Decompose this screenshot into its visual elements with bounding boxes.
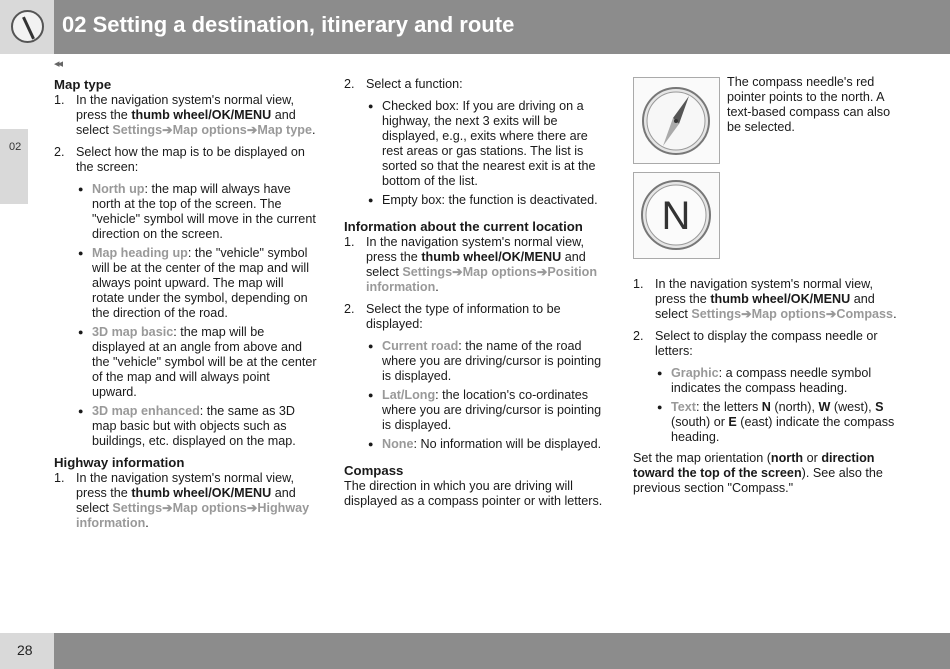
step-end: . — [893, 307, 897, 321]
highway-step-1 — [54, 471, 318, 531]
bullet-icon: ● — [657, 402, 663, 412]
step-text — [655, 277, 897, 322]
side-tab-label: 02 — [9, 141, 22, 153]
note-bold-north: north — [770, 451, 804, 465]
menu-path-map-options: Map options — [172, 501, 247, 515]
list-item — [366, 193, 608, 208]
step-number: 1. — [54, 93, 65, 107]
map-type-step-2 — [54, 145, 318, 175]
page-number-box — [0, 633, 54, 669]
arrow-right-icon: ➔ — [825, 307, 837, 321]
bullet-icon: ● — [368, 101, 374, 111]
location-options — [366, 339, 608, 452]
option-text: Checked box: If you are driving on a highway, the next 3 exits will be displayed, e.g., exits where there are rest areas or gas stations. The list is sorted so that the nearest exit is at the bottom of the list. — [382, 99, 596, 188]
menu-path-settings: Settings — [112, 501, 163, 515]
menu-path-map-options: Map options — [751, 307, 826, 321]
compass-letter-figure — [633, 172, 897, 259]
orientation-note — [633, 451, 897, 496]
step-number: 2. — [344, 77, 355, 91]
step-number: 1. — [633, 277, 644, 291]
option-text: : a compass needle symbol indicates the compass heading. — [671, 366, 872, 395]
chapter-header — [0, 0, 950, 54]
menu-path-map-options: Map options — [462, 265, 537, 279]
option-label: None — [382, 437, 414, 451]
menu-path-compass: Compass — [836, 307, 894, 321]
step-text: Select the type of information to be displayed: — [366, 302, 561, 331]
list-item — [366, 339, 608, 384]
highway-step-2 — [344, 77, 608, 92]
step-pre: In the navigation system's normal view, press the — [76, 93, 294, 122]
step-number: 2. — [344, 302, 355, 316]
bullet-icon: ● — [368, 439, 374, 449]
compass-options — [655, 366, 897, 445]
step-mid: and select — [655, 292, 875, 321]
highway-heading: Highway information — [54, 455, 185, 470]
menu-path-highway-information: Highway information — [76, 501, 310, 530]
arrow-right-icon: ➔ — [246, 501, 258, 515]
menu-path-settings: Settings — [402, 265, 453, 279]
note-end: ). See also the previous section "Compass." — [633, 466, 883, 495]
step-text: Select a function: — [366, 77, 463, 91]
step-pre: In the navigation system's normal view, press the — [655, 277, 873, 306]
step-number: 2. — [633, 329, 644, 343]
highway-options — [366, 99, 608, 208]
step-mid: and select — [76, 108, 296, 137]
arrow-right-icon: ➔ — [162, 123, 173, 137]
option-text: (east) indicate the compass heading. — [671, 415, 895, 444]
step-end: . — [311, 123, 316, 137]
compass-letter-n: N — [661, 194, 691, 238]
note-mid: or — [803, 451, 822, 465]
option-text: (west), — [830, 400, 876, 414]
location-step-2 — [344, 302, 608, 332]
list-item — [76, 246, 318, 321]
menu-path-map-options: Map options — [172, 123, 247, 137]
logo-box — [0, 0, 54, 54]
back-arrow-icon[interactable]: ◂◂ — [54, 58, 62, 70]
option-text: : the "vehicle" symbol will be at the center of the map and will always point upward. The map will rotate under the symbol, depending on the direction of the road. — [92, 246, 310, 320]
column-2 — [344, 77, 608, 509]
compass-letter-n-icon — [633, 172, 720, 259]
compass-heading: Compass — [344, 463, 404, 478]
option-label: Map heading up — [92, 246, 188, 260]
compass-step-2 — [633, 329, 897, 359]
menu-path-settings: Settings — [112, 123, 163, 137]
step-mid: and select — [366, 250, 586, 279]
step-mid: and select — [76, 486, 296, 515]
compass-needle-icon — [633, 77, 720, 164]
letter-n: N — [761, 400, 771, 414]
option-text: (south) or — [671, 415, 729, 429]
step-pre: In the navigation system's normal view, press the — [76, 471, 294, 500]
option-label: Lat/Long — [382, 388, 436, 402]
option-text: : No information will be displayed. — [413, 437, 602, 451]
option-text: : the map will be displayed at an angle from above and the "vehicle" symbol will be at the center of the map and will always point upward. — [92, 325, 317, 399]
letter-w: W — [818, 400, 831, 414]
thumb-wheel-label: thumb wheel/OK/MENU — [131, 108, 272, 122]
logo-needle — [22, 16, 35, 39]
option-text: : the letters — [695, 400, 762, 414]
page-number: 28 — [17, 642, 33, 658]
location-heading: Information about the current location — [344, 219, 583, 234]
map-type-options — [76, 182, 318, 449]
step-text — [76, 93, 318, 138]
arrow-right-icon: ➔ — [246, 123, 258, 137]
chapter-side-tab[interactable] — [0, 129, 28, 204]
bullet-icon: ● — [78, 248, 84, 258]
bullet-icon: ● — [368, 341, 374, 351]
column-3 — [633, 77, 897, 496]
option-text: : the name of the road where you are driving/cursor is pointing is displayed. — [382, 339, 602, 383]
page-title: 02 Setting a destination, itinerary and route — [62, 12, 515, 37]
bullet-icon: ● — [368, 390, 374, 400]
column-1 — [54, 77, 318, 538]
option-label: Text — [671, 400, 696, 414]
step-pre: In the navigation system's normal view, press the — [366, 235, 584, 264]
option-label: North up — [92, 182, 145, 196]
list-item — [366, 388, 608, 433]
compass-description: The direction in which you are driving will displayed as a compass pointer or with letters. — [344, 479, 603, 508]
step-number: 1. — [344, 235, 355, 249]
step-end: . — [435, 280, 439, 294]
page-footer — [0, 633, 950, 669]
option-label: 3D map basic — [92, 325, 174, 339]
list-item — [366, 437, 608, 452]
bullet-icon: ● — [78, 406, 84, 416]
list-item — [655, 400, 897, 445]
step-number: 1. — [54, 471, 65, 485]
compass-caption: The compass needle's red pointer points to the north. A text-based compass can also be selected. — [727, 75, 891, 134]
arrow-right-icon: ➔ — [452, 265, 463, 279]
note-bold-direction: direction toward the top of the screen — [633, 451, 875, 480]
note-pre: Set the map orientation ( — [633, 451, 771, 465]
bullet-icon: ● — [78, 184, 84, 194]
letter-s: S — [875, 400, 884, 414]
compass-step-1 — [633, 277, 897, 322]
option-label: Graphic — [671, 366, 719, 380]
list-item — [655, 366, 897, 396]
map-type-step-1 — [54, 93, 318, 138]
letter-e: E — [728, 415, 737, 429]
step-end: . — [145, 516, 149, 530]
compass-needle-figure — [633, 77, 897, 164]
list-item — [76, 182, 318, 242]
option-text: : the same as 3D map basic but with objects such as buildings, etc. displayed on the map. — [92, 404, 296, 448]
arrow-right-icon: ➔ — [162, 501, 173, 515]
bullet-icon: ● — [78, 327, 84, 337]
list-item — [366, 99, 608, 189]
list-item — [76, 404, 318, 449]
arrow-right-icon: ➔ — [741, 307, 752, 321]
option-label: Current road — [382, 339, 459, 353]
compass-logo-icon — [11, 10, 44, 43]
bullet-icon: ● — [657, 368, 663, 378]
step-text — [76, 471, 318, 531]
step-text — [366, 235, 608, 295]
option-text: : the location's co-ordinates where you are driving/cursor is pointing is displayed. — [382, 388, 602, 432]
option-text: Empty box: the function is deactivated. — [382, 193, 598, 207]
option-text: (north), — [770, 400, 819, 414]
list-item — [76, 325, 318, 400]
location-step-1 — [344, 235, 608, 295]
thumb-wheel-label: thumb wheel/OK/MENU — [131, 486, 272, 500]
option-label: 3D map enhanced — [92, 404, 200, 418]
thumb-wheel-label: thumb wheel/OK/MENU — [710, 292, 851, 306]
step-text: Select to display the compass needle or letters: — [655, 329, 878, 358]
menu-path-settings: Settings — [691, 307, 742, 321]
arrow-right-icon: ➔ — [536, 265, 548, 279]
map-type-heading: Map type — [54, 77, 112, 92]
step-number: 2. — [54, 145, 65, 159]
step-text: Select how the map is to be displayed on the screen: — [76, 145, 305, 174]
menu-path-map-type: Map type — [257, 123, 312, 137]
menu-path-position-information: Position information — [366, 265, 598, 294]
bullet-icon: ● — [368, 195, 374, 205]
thumb-wheel-label: thumb wheel/OK/MENU — [421, 250, 562, 264]
option-text: : the map will always have north at the top of the screen. The "vehicle" symbol will move in the current direction on the screen. — [92, 182, 316, 241]
